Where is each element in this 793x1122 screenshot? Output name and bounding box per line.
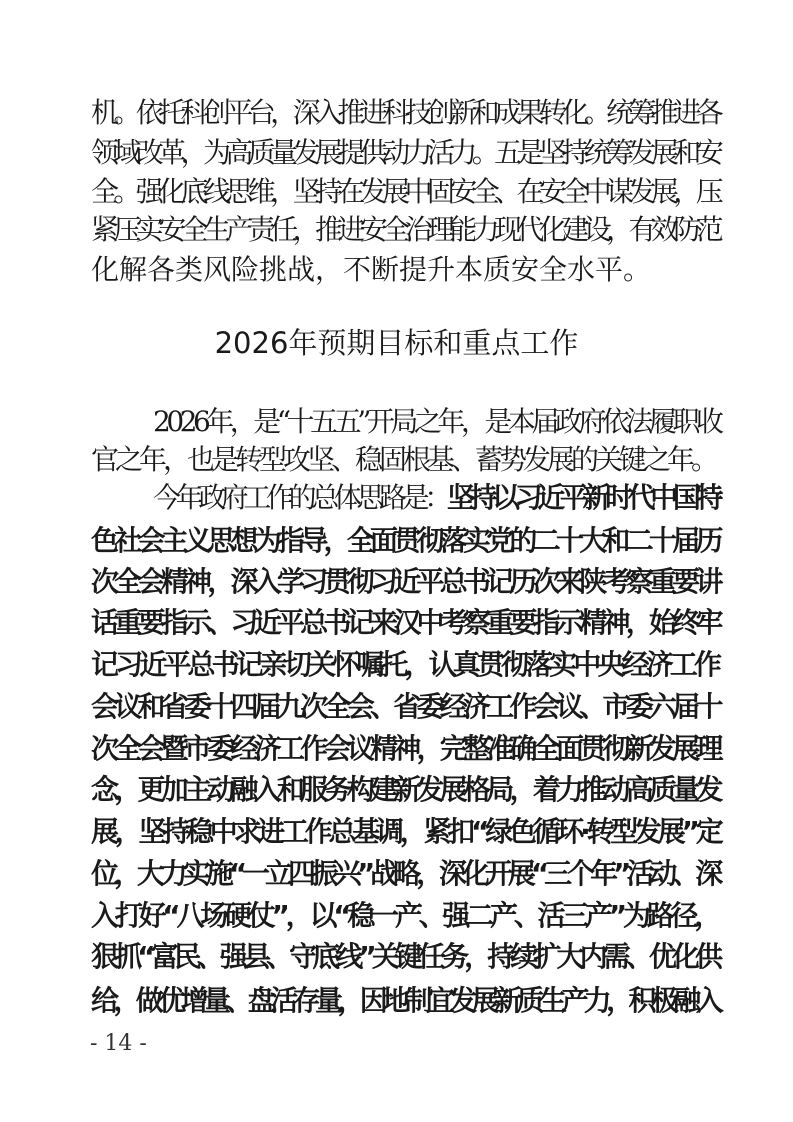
- body-text-line: 官之年，也是转型攻坚、稳固根基、蓄势发展的关键之年。: [91, 443, 716, 476]
- body-text-line: 给，做优增量、盘活存量，因地制宜发展新质生产力，积极融入: [91, 984, 718, 1017]
- body-text-line: 位，大力实施“一立四振兴”战略，深化开展“三个年”活动、深: [91, 857, 718, 890]
- body-text-line: 全。强化底线思维，坚持在发展中固安全、在安全中谋发展，压: [91, 175, 718, 208]
- bold-text: 坚持以习近平新时代中国特: [446, 481, 718, 514]
- body-text-line: 领域改革，为高质量发展提供动力活力。五是坚持统筹发展和安: [91, 136, 718, 169]
- body-text-line: [153, 481, 718, 515]
- body-text-line: 机。依托科创平台，深入推进科技创新和成果转化。统筹推进各: [91, 96, 718, 129]
- body-text-line: 记习近平总书记亲切关怀嘱托，认真贯彻落实中央经济工作: [91, 648, 718, 681]
- body-text-line: 念，更加主动融入和服务构建新发展格局，着力推动高质量发: [91, 773, 719, 806]
- body-text-line: 次全会暨市委经济工作会议精神，完整准确全面贯彻新发展理: [91, 732, 719, 765]
- body-text-line: 话重要指示、习近平总书记来汉中考察重要指示精神，始终牢: [91, 606, 719, 639]
- body-text-line: 紧压实安全生产责任，推进安全治理能力现代化建设，有效防范: [91, 213, 718, 246]
- body-text-line: 入打好“八场硬仗”，以“稳一产、强二产、活三产”为路径，: [91, 899, 718, 932]
- page-number: - 14 -: [90, 1031, 147, 1056]
- body-text-line: 2026年，是“十五五”开局之年，是本届政府依法履职收: [153, 405, 720, 438]
- body-text-line: 化解各类风险挑战，不断提升本质安全水平。: [91, 253, 652, 286]
- body-text-line: 会议和省委十四届九次全会、省委经济工作会议、市委六届十: [91, 690, 719, 723]
- body-text-line: 展，坚持稳中求进工作总基调，紧扣“绿色循环·转型发展”定: [91, 815, 720, 848]
- section-heading: 2026年预期目标和重点工作: [214, 326, 579, 360]
- body-text-line: 狠抓“富民、强县、守底线”关键任务，持续扩大内需、优化供: [91, 940, 718, 973]
- body-text-line: 色社会主义思想为指导，全面贯彻落实党的二十大和二十届历: [91, 524, 719, 557]
- paragraph-lead: 今年政府工作的总体思路是：: [153, 481, 447, 514]
- body-text-line: 次全会精神，深入学习贯彻习近平总书记历次来陕考察重要讲: [91, 565, 719, 598]
